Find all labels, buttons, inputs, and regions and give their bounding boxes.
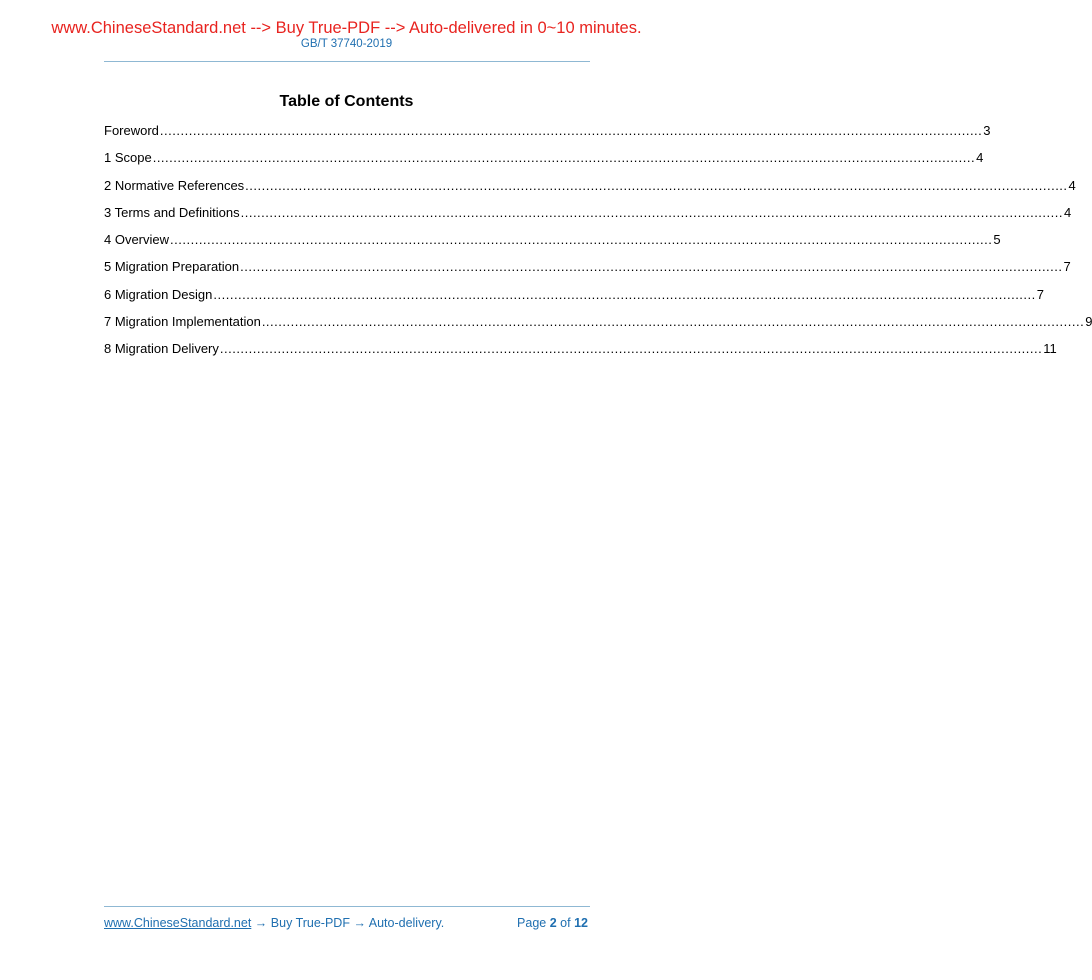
toc-entry-migration-preparation[interactable] [104,259,1071,286]
footer-promo [104,915,444,931]
toc-entry-page: 4 [976,150,984,166]
footer-divider [104,906,590,907]
page-current: 2 [549,916,557,930]
toc-entry-label: 5 Migration Preparation [104,259,240,275]
toc-entry-overview[interactable] [104,232,1001,259]
toc-entry-foreword[interactable] [104,123,991,150]
dot-leader: ........................................................................................................................................................................................................ [240,259,1063,275]
toc-entry-normative-references[interactable] [104,177,1076,205]
footer-site-link[interactable]: www.ChineseStandard.net [104,916,252,930]
arrow-right-icon: → [254,916,268,930]
page-indicator [517,915,588,931]
toc-entry-page: 9 [1085,314,1092,330]
dot-leader: ........................................................................................................................................................................................................ [152,150,976,166]
footer-delivery-text: Auto-delivery. [368,916,445,930]
of-word: of [560,916,571,930]
toc-entry-page: 11 [1043,341,1057,357]
toc-entry-label: 4 Overview [104,232,170,248]
dot-leader: ........................................................................................................................................................................................................ [261,314,1085,330]
toc-entry-page: 7 [1063,259,1071,275]
toc-entry-label: 8 Migration Delivery [104,341,219,357]
page-word: Page [517,916,547,930]
toc-entry-page: 4 [1063,204,1072,220]
toc-entry-label: 6 Migration Design [104,286,213,302]
arrow-right-icon: → [353,916,366,930]
dot-leader: ........................................................................................................................................................................................................ [219,341,1043,357]
table-of-contents [104,123,1092,369]
toc-entry-page: 5 [993,232,1001,248]
toc-entry-page: 3 [983,123,991,138]
toc-entry-label: 1 Scope [104,150,152,166]
document-number: GB/T 37740-2019 [300,38,393,50]
toc-entry-migration-design[interactable] [104,286,1044,314]
toc-entry-label: 3 Terms and Definitions [104,204,240,220]
dot-leader: ........................................................................................................................................................................................................ [170,232,993,248]
dot-leader: ........................................................................................................................................................................................................ [240,204,1063,220]
page-total: 12 [574,916,588,930]
toc-entry-label: Foreword [104,123,159,138]
page-footer [104,915,588,931]
toc-entry-label: 7 Migration Implementation [104,314,261,330]
toc-entry-migration-delivery[interactable] [104,341,1057,368]
toc-entry-page: 7 [1036,286,1044,302]
toc-title: Table of Contents [279,93,414,110]
toc-entry-scope[interactable] [104,150,984,177]
header-divider [104,61,590,62]
dot-leader: ........................................................................................................................................................................................................ [213,286,1036,302]
promo-banner[interactable]: www.ChineseStandard.net --> Buy True-PDF --> Auto-delivered in 0~10 minutes. [51,19,642,37]
dot-leader: ........................................................................................................................................................................................................ [245,177,1068,193]
dot-leader: ........................................................................................................................................................................................................ [159,123,983,138]
toc-entry-terms-and-definitions[interactable] [104,204,1072,232]
toc-entry-page: 4 [1068,177,1076,193]
toc-entry-migration-implementation[interactable] [104,314,1092,341]
footer-buy-text: Buy True-PDF [270,916,350,930]
toc-entry-label: 2 Normative References [104,177,245,193]
